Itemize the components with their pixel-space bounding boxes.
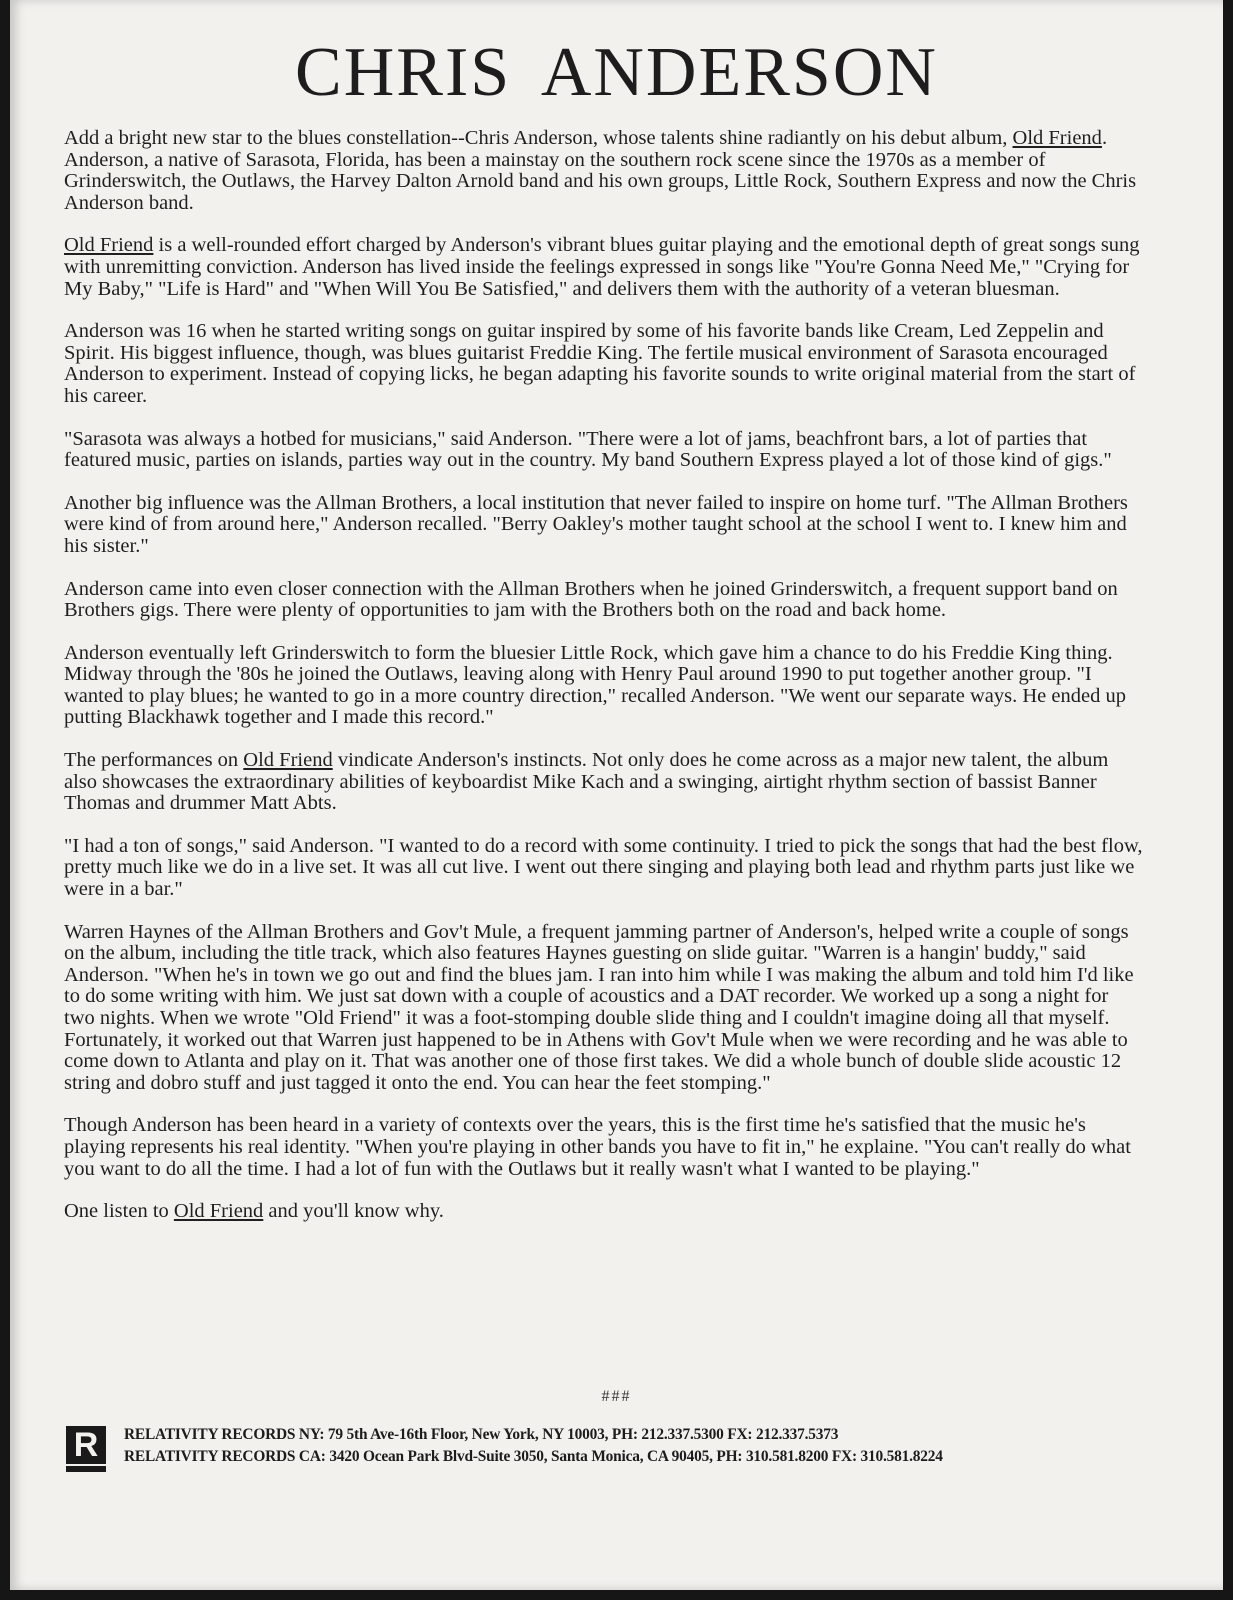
paragraph-warren-haynes: Warren Haynes of the Allman Brothers and Gov't Mule, a frequent jamming partner of Anderson's, helped write a couple of songs on the album, including the title track, which also features Haynes guesting on slide guitar. "Warren is a hangin' buddy," said Anderson. "When he's in town we go out and find the blues jam. I ran into him while I was making the album and told him I'd like to do some writing with him. We just sat down with a couple of acoustics and a DAT recorder. We worked up a song a night for two nights. When we wrote "Old Friend" it was a foot-stomping double slide thing and I couldn't imagine doing all that myself. Fortunately, it worked out that Warren just happened to be in Athens with Gov't Mule when we were recording and he was able to come down to Atlanta and play on it. That was another one of those first takes. We did a whole bunch of double slide acoustic 12 string and dobro stuff and just tagged it onto the end. You can hear the feet stomping." <box>64 920 1134 1094</box>
paragraph-recording-quote: "I had a ton of songs," said Anderson. "I wanted to do a record with some continuity. I tried to pick the songs that had the best flow, pretty much like we do in a live set. It was all cut live. I went out there singing and playing both lead and rhythm parts just like we were in a bar." <box>64 834 1143 901</box>
paragraph-text: is a well-rounded effort charged by Anderson's vibrant blues guitar playing and the emotional depth of great songs sung with unremitting conviction. Anderson has lived inside the feelings expressed in songs like "You're Gonna Need Me," "Crying for My Baby," "Life is Hard" and "When Will You Be Satisfied," and delivers them with the authority of a veteran bluesman. <box>64 234 1140 300</box>
paragraph-performances <box>64 750 1144 815</box>
paragraph-influences: Anderson was 16 when he started writing songs on guitar inspired by some of his favorite bands like Cream, Led Zeppelin and Spirit. His biggest influence, though, was blues guitarist Freddie King. The fertile musical environment of Sarasota encouraged Anderson to experiment. Instead of copying licks, he began adapting his favorite sounds to write original material from the start of his career. <box>64 320 1136 407</box>
album-title: Old Friend <box>1012 127 1102 149</box>
logo-strip <box>66 1466 106 1472</box>
paragraph-intro <box>64 128 1144 214</box>
paragraph-identity: Though Anderson has been heard in a variety of contexts over the years, this is the first time he's satisfied that the music he's playing represents his real identity. "When you're playing in other bands you have to fit in," he explaine. "You can't really do what you want to do all the time. I had a lot of fun with the Outlaws but it really wasn't what I wanted to be playing." <box>64 1114 1131 1180</box>
relativity-logo-icon <box>66 1426 106 1472</box>
paragraph-album <box>64 235 1144 300</box>
paragraph-text: The performances on <box>64 749 244 772</box>
paragraph-grinderswitch: Anderson came into even closer connection with the Allman Brothers when he joined Grinderswitch, a frequent support band on Brothers gigs. There were plenty of opportunities to jam with the Brothers both on the road and back home. <box>64 577 1118 622</box>
logo-letter: R <box>66 1426 106 1464</box>
address-ny: RELATIVITY RECORDS NY: 79 5th Ave-16th Floor, New York, NY 10003, PH: 212.337.5300 FX: 212.337.5373 <box>124 1426 839 1443</box>
album-title: Old Friend <box>243 749 333 772</box>
paragraph-sarasota-quote: "Sarasota was always a hotbed for musicians," said Anderson. "There were a lot of jams, beachfront bars, a lot of parties that featured music, parties on islands, parties way out in the country. My band Southern Express played a lot of those kind of gigs." <box>64 427 1112 472</box>
end-mark <box>10 1388 1223 1406</box>
paragraph-text: and you'll know why. <box>263 1200 444 1223</box>
paragraph-text: One listen to <box>64 1200 174 1223</box>
page-title: CHRIS ANDERSON <box>295 34 938 111</box>
paragraph-text: . Anderson, a native of Sarasota, Florida, has been a mainstay on the southern rock scene since the 1970s as a member of Grinderswitch, the Outlaws, the Harvey Dalton Arnold band and his own groups, Little Rock, Southern Express and now the Chris Anderson band. <box>64 127 1137 214</box>
address-ca: RELATIVITY RECORDS CA: 3420 Ocean Park Blvd-Suite 3050, Santa Monica, CA 90405, PH: 310.581.8200 FX: 310.581.8224 <box>124 1448 943 1465</box>
paragraph-career: Anderson eventually left Grinderswitch to form the bluesier Little Rock, which gave him a chance to do his Freddie King thing. Midway through the '80s he joined the Outlaws, leaving along with Henry Paul around 1990 to put together another group. "I wanted to play blues; he wanted to go in a more country direction," recalled Anderson. "We went our separate ways. He ended up putting Blackhawk together and I made this record." <box>64 641 1126 729</box>
paragraph-text: Add a bright new star to the blues constellation--Chris Anderson, whose talents shine radiantly on his debut album, <box>64 127 1013 149</box>
album-title: Old Friend <box>173 1200 264 1223</box>
end-mark-text: ### <box>601 1388 632 1405</box>
paragraph-closing <box>64 1201 1144 1223</box>
label-footer <box>66 1422 1186 1482</box>
paragraph-text: vindicate Anderson's instincts. Not only does he come across as a major new talent, the album also showcases the extraordinary abilities of keyboardist Mike Kach and a swinging, airtight rhythm section of bassist Banner Thomas and drummer Matt Abts. <box>64 749 1109 815</box>
album-title: Old Friend <box>64 234 154 257</box>
press-release-body <box>64 128 1144 1223</box>
paragraph-allman-influence: Another big influence was the Allman Brothers, a local institution that never failed to inspire on home turf. "The Allman Brothers were kind of from around here," Anderson recalled. "Berry Oakley's mother taught school at the school I went to. I knew him and his sister." <box>64 491 1128 557</box>
press-release-page <box>10 0 1223 1590</box>
